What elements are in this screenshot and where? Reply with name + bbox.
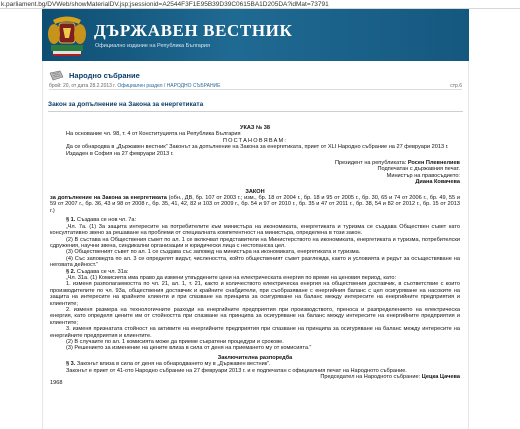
section-3: § 3. Законът влиза в сила от деня на обнародването му в „Държавен вестник“. [66,361,271,368]
issue-meta [49,82,462,90]
section-2-heading: § 2. Създава се чл. 31а: [66,268,129,275]
newspaper-subtitle: Официално издание на Република България [95,43,210,49]
decree-basis: На основание чл. 98, т. 4 от Конституцията на Република България [66,131,241,138]
section-1-paragraph: „Чл. 7а. (1) За защита интересите на потребителите към министъра на икономиката, енергетиката и туризма се създава Обществен съвет като консултативно звено за решаване на проблеми от специалната компетентност на министъра, определена в този закон. [50,223,460,237]
divider [48,111,463,112]
president-signature: Президент на републиката: Росен Плевнелиев [334,160,460,167]
section-1-paragraph: (3) Общественият съвет по ал. 1 се създава със заповед на министъра на икономиката, енергетиката и туризма. [66,249,361,256]
address-bar[interactable]: k.parliament.bg/DVWeb/showMaterialDV.jsp;jsessionid=A2544F3F1E95B39D39C0615BA1D205DA?idMat=73791 [0,0,520,9]
header-banner [42,9,469,61]
page-number: стр.6 [450,83,462,89]
decree-issued: Издаден в София на 27 февруари 2013 г. [66,150,174,157]
section-2-paragraph: (3) Решението за изменение на цените влиза в сила от деня на приемането му от комисията.“ [66,345,312,352]
document-number: 1968 [50,380,63,387]
final-provision-heading: Заключителна разпоредба [217,354,293,361]
law-word: ЗАКОН [245,188,265,195]
law-title: за допълнение на Закона за енергетиката (обн., ДВ, бр. 107 от 2003 г.; изм., бр. 18 от 2004 г., бр. 18 и 95 от 2005 г., бр. 30, 65 и 74 от 2006 г., бр. 49, 55 и 59 от 2007 г., бр. 36, 43 и 98 от 2008 г., бр. 35, 41, 42, 82 и 103 от 2009 г., бр. 54 и 97 от 2010 г., бр. 35 и 47 от 2011 г., бр. 38, 54 и 82 от 2012 г., бр. 15 от 2013 г.) [50,195,460,214]
issue-info: брой: 20, от дата 28.2.2013 г. [49,83,116,89]
minister-name: Диана Ковачева [415,179,460,186]
document-body [50,125,460,387]
chair-signature: Председател на Народното събрание: Цецка Цачева [320,374,460,381]
seal-note: Подпечатан с държавния печат. [377,166,460,173]
document-title: Закон за допълнение на Закона за енергетиката [48,101,204,108]
decree-text: Да се обнародва в „Държавен вестник“ Законът за допълнение на Закона за енергетиката, приет от XLI Народно събрание на 27 февруари 2013 г. [66,144,449,151]
section-title[interactable]: Народно събрание [69,70,140,80]
section-header [49,68,140,82]
newspaper-title: ДЪРЖАВЕН ВЕСТНИК [94,21,293,40]
decree-heading: ПОСТАНОВЯВАМ: [222,137,288,144]
coat-of-arms-icon [45,12,89,58]
section-2-paragraph: 3. изменя признатата стойност на активите на енергийните предприятия при спазване на принципа за осигуряване на баланс между интересите на енергийните предприятия и клиентите. [50,326,460,339]
section-2-paragraph: (2) В случаите по ал. 1 комисията може да приеме съкратени процедури и срокове. [66,339,284,345]
section-1-paragraph: (2) В състава на Обществения съвет по ал. 1 се включват представители на Министерството на икономиката, енергетиката и туризма, потребителски сдружения, научни звена, синдикални организации и юридически лица с нестопанска цел. [50,236,460,249]
section-1-heading: § 1. Създава се нов чл. 7а: [66,217,137,224]
decree-title: УКАЗ № 38 [239,125,270,131]
breadcrumb-link[interactable]: Официален раздел / НАРОДНО СЪБРАНИЕ [117,83,221,89]
section-2-paragraph: „Чл. 31а. (1) Комисията има право да измени утвърдените цени на електрическата енергия по време на ценовия период, като: [66,274,397,281]
section-2-paragraph: 2. изменя размера на технологичните разходи на енергийните предприятия при производството, преноса и разпределението на електрическа енергия, като определя цените им от стойността при спазване на принципа за осигуряване на баланс между интересите на енергийните предприятия и клиентите; [50,306,460,326]
minister-label: Министър на правосъдието: [386,172,460,179]
section-1-paragraph: (4) Със заповедта по ал. 3 се определят видът, числеността, който обществeният съвет разглежда, както и условията и редът за осъществяване на неговата дейност.“ [50,255,460,269]
section-2-paragraph: 1. изменя разполагаемостта по чл. 21, ал. 1, т. 21, както и количеството електрическа енергия на обществения доставчик, в съответствие с които производителите по чл. 93а, обществения доставчик и крайните снабдители, при съобразяване с енергийния баланс с цел осигуряване на насоките на защита на интересите на крайните клиенти и при спазване на принципа за осигуряване на баланс между интересите на енергийните предприятия и клиентите; [50,281,460,307]
adoption-note: Законът е приет от 41-ото Народно събрание на 27 февруари 2013 г. и е подпечатан с официалния печат на Народното събрание. [66,367,407,374]
newspaper-icon [49,70,64,81]
main-content [42,61,469,429]
